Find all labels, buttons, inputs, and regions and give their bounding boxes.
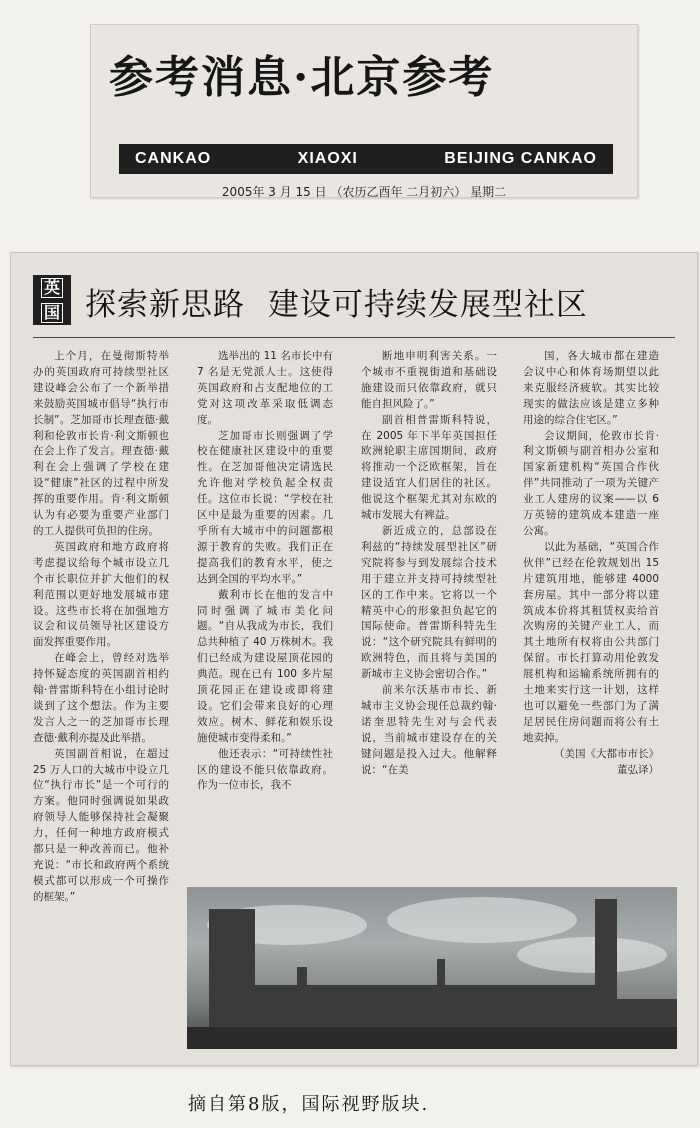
- paragraph: 他还表示：“可持续性社区的建设不能只依靠政府。作为一位市长，我不: [197, 747, 333, 792]
- paragraph: 芝加哥市长则强调了学校在健康社区建设中的重要性。在芝加哥他决定请选民允许他对学校负起全权责任。这位市长说：“学校在社区中是最为重要的因素。几乎所有大城市中的问题都根源于教育的失败。我们正在提高我们的教育水平，使之达到全国的平均水平。”: [197, 429, 333, 585]
- paragraph: 戴利市长在他的发言中同时强调了城市美化问题。“自从我成为市长，我们总共种植了 40 万株树木。我们已经成为建设屋顶花园的典范。现在已有 100 多片屋顶花园正在建设或即将建设。它们会带来良好的心理效应。树木、鲜花和娱乐设施使城市变得柔和。”: [197, 588, 333, 744]
- band-word-1: CANKAO: [135, 150, 212, 167]
- newspaper-title: 参考消息·北京参考: [109, 52, 495, 103]
- translator-credit: （美国《大都市市长》董弘译）: [554, 747, 659, 776]
- masthead-clipping: [90, 24, 638, 198]
- paragraph: 英国副首相说，在超过 25 万人口的大城市中设立几位“执行市长”是一个可行的方案。他同时强调说如果政府领导人能够保持社会凝聚力，任何一种地方政府模式都只是一种改善而已。他补充说：“市长和政府两个系统模式都可以形成一个可操作的框架。”: [33, 747, 169, 903]
- paragraph: 副首相普雷斯科特说，在 2005 年下半年英国担任欧洲轮职主席国期间，政府将推动一个泛欧框架，旨在建设适宜人们居住的社区。他说这个框架尤其对东欧的城市发展大有裨益。: [361, 413, 497, 522]
- country-tag: [33, 275, 71, 325]
- parliament-photo: [187, 887, 677, 1049]
- photo-cloud: [517, 937, 667, 973]
- photo-river: [187, 1027, 677, 1049]
- country-tag-char-1: 英: [41, 278, 63, 298]
- paragraph: 新近成立的，总部设在利兹的“持续发展型社区”研究院将参与到发展综合技术用于建立并支持可持续型社区的工作中来。它将以一个精英中心的形象担负起它的国际使命。普雷斯科特先生说：“这个研究院具有鲜明的欧洲特色，而且将与美国的新城市主义协会密切合作。”: [361, 524, 497, 681]
- paragraph: 英国政府和地方政府将考虑提议给每个城市设立几个市长职位并扩大他们的权利范围以更好地发展城市建设。这些市长将在加强地方议会和议员领导社区建设方面发挥重要作用。: [33, 540, 169, 649]
- article-headline: 探索新思路 建设可持续发展型社区: [85, 287, 588, 323]
- article-column-3: [361, 349, 497, 887]
- paragraph: 在峰会上，曾经对选举持怀疑态度的英国副首相约翰·普雷斯科特在小组讨论时谈到了这个想法。作为主要发言人之一的芝加哥市长理查德·戴利亦提及此举措。: [33, 652, 169, 744]
- article-column-2: [197, 349, 333, 887]
- handwritten-source-note: 摘自第8版，国际视野版块.: [188, 1094, 430, 1115]
- paragraph: 选举出的 11 名市长中有 7 名是无党派人士。这使得英国政府和占支配地位的工党对这项改革采取低调态度。: [197, 350, 333, 426]
- paragraph: 国，各大城市都在建造会议中心和体育场期望以此来克服经济疲软。其实比较现实的做法应该是建立多种用途的综合住宅区。”: [523, 350, 659, 426]
- masthead-band: [119, 144, 613, 174]
- article-column-4: [523, 349, 659, 887]
- band-word-2: XIAOXI: [297, 150, 358, 167]
- headline-rule: [33, 337, 675, 338]
- paragraph: 会议期间，伦敦市长肯·利文斯顿与副首相办公室和国家新建机构“英国合作伙伴”共同推动了一项为关键产业工人建房的议案——以 6 万英镑的建筑成本建造一座公寓。: [523, 429, 659, 537]
- issue-date: 2005年 3 月 15 日 （农历乙酉年 二月初六） 星期二: [221, 185, 507, 199]
- country-tag-char-2: 国: [41, 303, 63, 323]
- paragraph: 前米尔沃基市市长、新城市主义协会现任总裁约翰·诺奎思特先生对与会代表说，当前城市建设存在的关键问题是投入过大。他解释说：“在美: [361, 684, 497, 776]
- photo-cloud: [387, 897, 577, 943]
- article-column-1: [33, 349, 169, 1055]
- article-clipping: [10, 252, 698, 1066]
- band-word-3: BEIJING CANKAO: [444, 150, 597, 167]
- paragraph: 以此为基础，“英国合作伙伴”已经在伦敦规划出 15 片建筑用地，能够建 4000 套房屋。其中一部分将以建筑成本价将其租赁权卖给首次购房的关键产业工人，而其土地所有权将由公共部门保留。市长打算动用伦敦发展机构和运输系统所拥有的土地来实行这一计划，这样也可以避免一些部门为了满足居民住房问题而将公有土地卖掉。: [523, 540, 659, 744]
- paragraph: 上个月，在曼彻斯特举办的英国政府可持续型社区建设峰会公布了一个新举措来鼓励英国城市倡导“执行市长制”。芝加哥市长理查德·戴利和伦敦市长肯·利文斯顿也在会上作了发言。理查德·戴利在会上强调了学校在建设“健康”社区的过程中所发挥的重要作用。肯·利文斯顿认为有必要为重要产业部门的工人提供可负担的住房。: [33, 350, 169, 537]
- paragraph: 断地申明利害关系。一个城市不重视街道和基础设施建设而只依靠政府，就只能自担风险了。”: [361, 350, 497, 410]
